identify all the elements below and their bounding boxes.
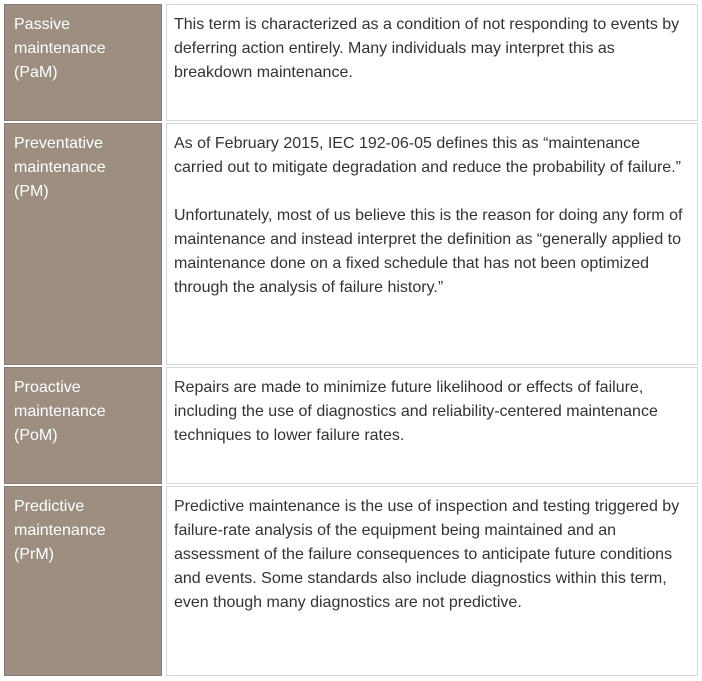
- definition-paragraph: Predictive maintenance is the use of inspection and testing triggered by failure-rate analysis of the equipment being maintained and an assessment of the failure consequences to anticipate future conditions and events. Some standards also include diagnostics within this term, even though many diagnostics are not predictive.: [174, 498, 680, 611]
- term-abbreviation: (PrM): [14, 546, 54, 563]
- definition-paragraph: Repairs are made to minimize future likelihood or effects of failure, including the use of diagnostics and reliability-centered maintenance techniques to lower failure rates.: [174, 379, 658, 444]
- term-line: maintenance: [14, 522, 106, 539]
- table-row-preventative: [4, 123, 698, 365]
- definition-cell: [166, 486, 698, 676]
- term-abbreviation: (PM): [14, 183, 49, 200]
- term-cell: [4, 4, 162, 121]
- table-row-predictive: [4, 486, 698, 676]
- term-line: maintenance: [14, 159, 106, 176]
- term-cell: [4, 486, 162, 676]
- term-cell: [4, 123, 162, 365]
- term-line: maintenance: [14, 40, 106, 57]
- term-abbreviation: (PoM): [14, 427, 58, 444]
- definition-paragraph: As of February 2015, IEC 192-06-05 defines this as “maintenance carried out to mitigate degradation and reduce the probability of failure.”: [174, 135, 681, 176]
- definition-cell: [166, 4, 698, 121]
- definition-paragraph: Unfortunately, most of us believe this is the reason for doing any form of maintenance and instead interpret the definition as “generally applied to maintenance done on a fixed schedule that has not been optimized through the analysis of failure history.”: [174, 207, 683, 296]
- term-line: Predictive: [14, 498, 85, 515]
- definition-paragraph: This term is characterized as a condition of not responding to events by deferring action entirely. Many individuals may interpret this as breakdown maintenance.: [174, 16, 680, 81]
- term-line: Preventative: [14, 135, 103, 152]
- definition-cell: [166, 123, 698, 365]
- term-line: Proactive: [14, 379, 81, 396]
- table-row-passive: [4, 4, 698, 121]
- term-cell: [4, 367, 162, 484]
- term-line: Passive: [14, 16, 71, 33]
- definition-cell: [166, 367, 698, 484]
- term-abbreviation: (PaM): [14, 64, 58, 81]
- table-row-proactive: [4, 367, 698, 484]
- term-line: maintenance: [14, 403, 106, 420]
